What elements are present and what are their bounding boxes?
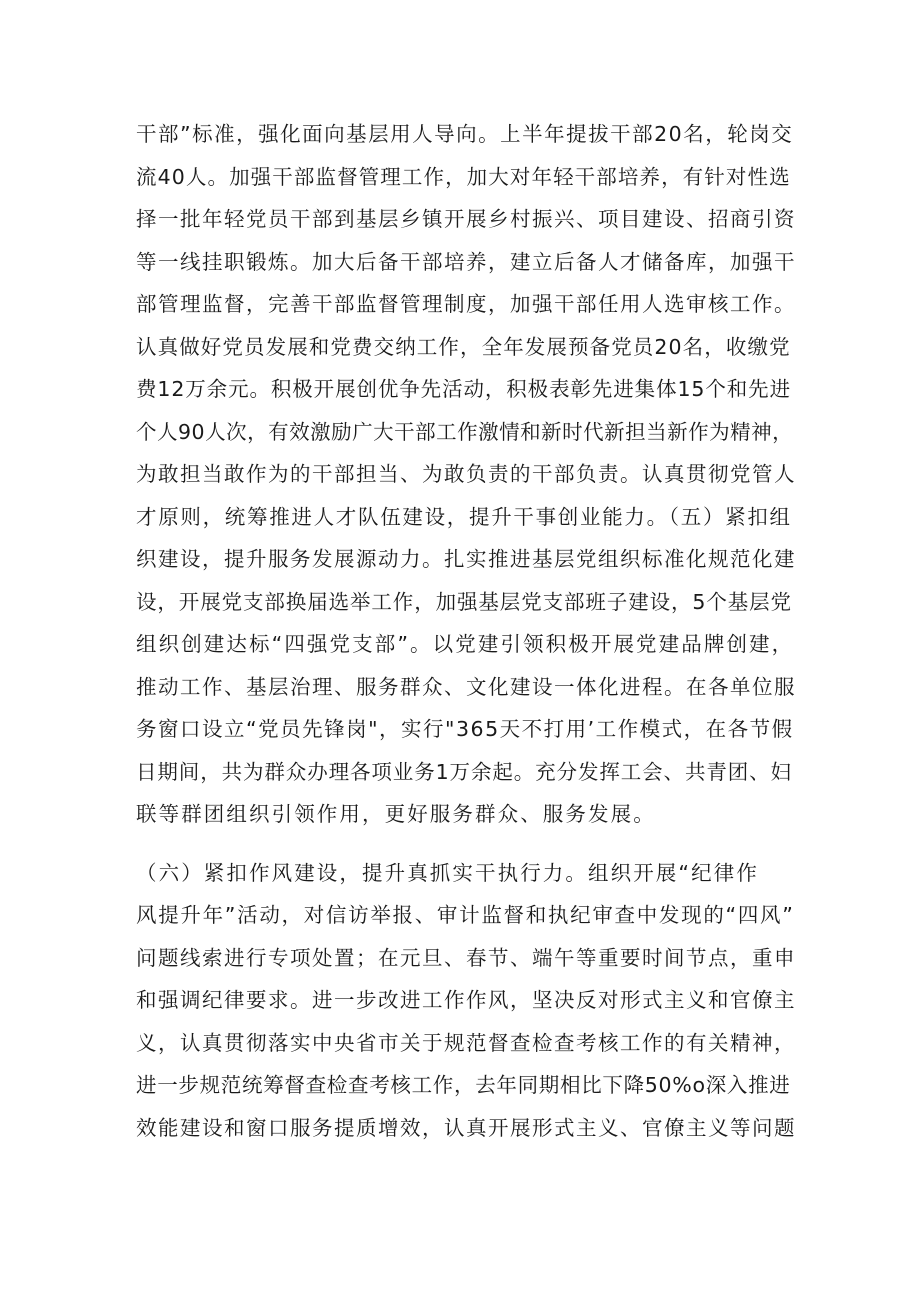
text-line: 设，开展党支部换届选举工作，加强基层党支部班子建设，5个基层党 [136,589,792,614]
text-line: 择一批年轻党员干部到基层乡镇开展乡村振兴、项目建设、招商引资 [136,207,796,231]
text-line: 推动工作、基层治理、服务群众、文化建设一体化进程。在各单位服 [136,674,796,699]
text-line: 组织创建达标“四强党支部”。以党建引领积极开展党建品牌创建， [136,632,795,656]
document-body [136,113,796,1149]
text-line: 为敢担当敢作为的干部担当、为敢负责的干部负责。认真贯彻党管人 [136,462,796,486]
text-line: 和强调纪律要求。进一步改进工作作风，坚决反对形式主义和官僚主 [136,988,796,1012]
text-line: 问题线索进行专项处置；在元旦、春节、端午等重要时间节点，重申 [136,945,796,970]
text-line: 个人90人次，有效激励广大干部工作激情和新时代新担当新作为精神， [136,419,794,444]
text-line: （六）紧扣作风建设，提升真抓实干执行力。组织开展“纪律作 [136,860,759,885]
text-line: 织建设，提升服务发展源动力。扎实推进基层党组织标准化规范化建 [136,547,796,571]
text-line: 才原则，统筹推进人才队伍建设，提升干事创业能力。（五）紧扣组 [136,504,792,529]
text-line: 等一线挂职锻炼。加大后备干部培养，建立后备人才储备库，加强干 [136,249,796,274]
text-line: 部管理监督，完善干部监督管理制度，加强干部任用人选审核工作。 [136,292,796,316]
text-line: 义，认真贯彻落实中央省市关于规范督查检查考核工作的有关精神， [136,1030,796,1055]
text-line: 风提升年”活动，对信访举报、审计监督和执纪审查中发现的“四风” [136,903,795,927]
text-line: 认真做好党员发展和党费交纳工作，全年发展预备党员20名，收缴党 [136,334,791,359]
text-line: 进一步规范统筹督查检查考核工作，去年同期相比下降50%o深入推进 [136,1073,791,1097]
text-line: 干部”标准，强化面向基层用人导向。上半年提拔干部20名，轮岗交 [136,122,794,146]
text-line: 费12万余元。积极开展创优争先活动，积极表彰先进集体15个和先进 [136,377,791,401]
text-line: 务窗口设立“党员先锋岗"，实行"365天不打用’工作模式，在各节假 [136,717,794,741]
text-line: 效能建设和窗口服务提质增效，认真开展形式主义、官僚主义等问题 [136,1115,796,1140]
text-line: 流40人。加强干部监督管理工作，加大对年轻干部培养，有针对性选 [136,164,791,189]
text-line: 日期间，共为群众办理各项业务1万余起。充分发挥工会、共青团、妇 [136,759,792,784]
text-line: 联等群团组织引领作用，更好服务群众、服务发展。 [136,802,656,826]
